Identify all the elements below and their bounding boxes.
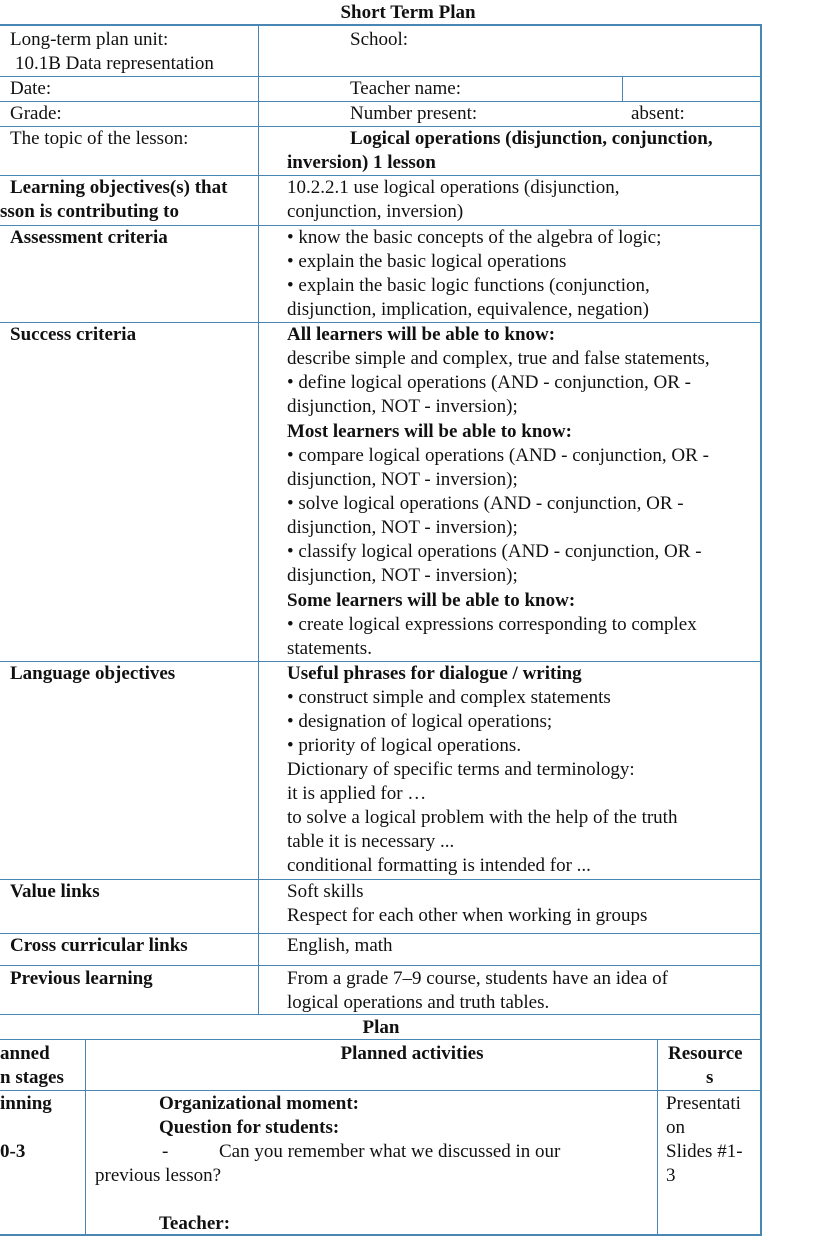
topic-label: The topic of the lesson: xyxy=(10,128,189,149)
school-label: School: xyxy=(350,29,409,50)
values-label: Value links xyxy=(10,881,100,902)
column-divider xyxy=(85,1039,86,1236)
success-line: • solve logical operations (AND - conjunction, OR - xyxy=(287,493,684,514)
success-line: disjunction, NOT - inversion); xyxy=(287,565,518,586)
language-line: • construct simple and complex statements xyxy=(287,687,611,708)
cross-curricular-value: English, math xyxy=(287,935,393,956)
plan-col-stages-cont: n stages xyxy=(0,1067,64,1088)
stage-name: inning xyxy=(0,1093,52,1114)
unit-value: 10.1B Data representation xyxy=(15,53,214,74)
question-heading: Question for students: xyxy=(159,1117,340,1138)
question-dash: - xyxy=(162,1141,169,1162)
values-line: Respect for each other when working in groups xyxy=(287,905,648,926)
column-divider xyxy=(622,76,623,101)
page-title: Short Term Plan xyxy=(340,2,476,23)
objectives-value-cont: conjunction, inversion) xyxy=(287,201,464,222)
question-line: Can you remember what we discussed in our xyxy=(219,1141,561,1162)
objectives-value: 10.2.2.1 use logical operations (disjunction, xyxy=(287,177,620,198)
success-label: Success criteria xyxy=(10,324,137,345)
column-divider xyxy=(258,26,259,1014)
stage-time: 0-3 xyxy=(0,1141,26,1162)
objectives-label-cont: sson is contributing to xyxy=(0,201,179,222)
success-line: • classify logical operations (AND - conjunction, OR - xyxy=(287,541,702,562)
language-line: • designation of logical operations; xyxy=(287,711,553,732)
plan-col-resources: Resource xyxy=(668,1043,743,1064)
column-divider xyxy=(657,1039,658,1236)
success-line: • define logical operations (AND - conjunction, OR - xyxy=(287,372,691,393)
success-line: • compare logical operations (AND - conjunction, OR - xyxy=(287,445,709,466)
language-line: to solve a logical problem with the help of the truth xyxy=(287,807,678,828)
language-line: Dictionary of specific terms and terminology: xyxy=(287,759,635,780)
language-line: • priority of logical operations. xyxy=(287,735,522,756)
date-label: Date: xyxy=(10,78,52,99)
assessment-label: Assessment criteria xyxy=(10,227,168,248)
resource-line: Presentati xyxy=(666,1093,741,1114)
unit-label: Long-term plan unit: xyxy=(10,29,169,50)
success-line: describe simple and complex, true and false statements, xyxy=(287,348,710,369)
success-some-heading: Some learners will be able to know: xyxy=(287,590,576,611)
resource-line: 3 xyxy=(666,1165,676,1186)
assessment-item: • explain the basic logic functions (conjunction, xyxy=(287,275,650,296)
values-line: Soft skills xyxy=(287,881,364,902)
absent-label: absent: xyxy=(631,103,685,124)
number-present-label: Number present: xyxy=(350,103,478,124)
plan-title: Plan xyxy=(362,1017,400,1038)
previous-learning-line: logical operations and truth tables. xyxy=(287,992,550,1013)
success-line: disjunction, NOT - inversion); xyxy=(287,469,518,490)
plan-col-resources-cont: s xyxy=(706,1067,714,1088)
previous-learning-label: Previous learning xyxy=(10,968,153,989)
success-line: disjunction, NOT - inversion); xyxy=(287,396,518,417)
language-line: it is applied for … xyxy=(287,783,427,804)
success-most-heading: Most learners will be able to know: xyxy=(287,421,572,442)
objectives-label: Learning objectives(s) that xyxy=(10,177,228,198)
language-heading: Useful phrases for dialogue / writing xyxy=(287,663,582,684)
language-line: conditional formatting is intended for ... xyxy=(287,855,591,876)
grade-label: Grade: xyxy=(10,103,62,124)
previous-learning-line: From a grade 7–9 course, students have an idea of xyxy=(287,968,668,989)
assessment-item: disjunction, implication, equivalence, negation) xyxy=(287,299,649,320)
cross-curricular-label: Cross curricular links xyxy=(10,935,188,956)
topic-value: Logical operations (disjunction, conjunction, xyxy=(350,128,713,149)
teacher-heading: Teacher: xyxy=(159,1213,231,1234)
plan-col-stages: anned xyxy=(0,1043,50,1064)
assessment-item: • explain the basic logical operations xyxy=(287,251,567,272)
assessment-item: • know the basic concepts of the algebra of logic; xyxy=(287,227,662,248)
success-line: • create logical expressions corresponding to complex xyxy=(287,614,697,635)
success-line: disjunction, NOT - inversion); xyxy=(287,517,518,538)
success-all-heading: All learners will be able to know: xyxy=(287,324,556,345)
resource-line: Slides #1- xyxy=(666,1141,743,1162)
language-label: Language objectives xyxy=(10,663,176,684)
row-divider xyxy=(0,879,762,880)
language-line: table it is necessary ... xyxy=(287,831,455,852)
organizational-moment: Organizational moment: xyxy=(159,1093,360,1114)
resource-line: on xyxy=(666,1117,685,1138)
plan-col-activities: Planned activities xyxy=(340,1043,484,1064)
topic-value-cont: inversion) 1 lesson xyxy=(287,152,436,173)
teacher-name-label: Teacher name: xyxy=(350,78,462,99)
success-line: statements. xyxy=(287,638,372,659)
row-divider xyxy=(0,1090,762,1091)
row-divider xyxy=(0,965,762,966)
question-line-cont: previous lesson? xyxy=(95,1165,222,1186)
